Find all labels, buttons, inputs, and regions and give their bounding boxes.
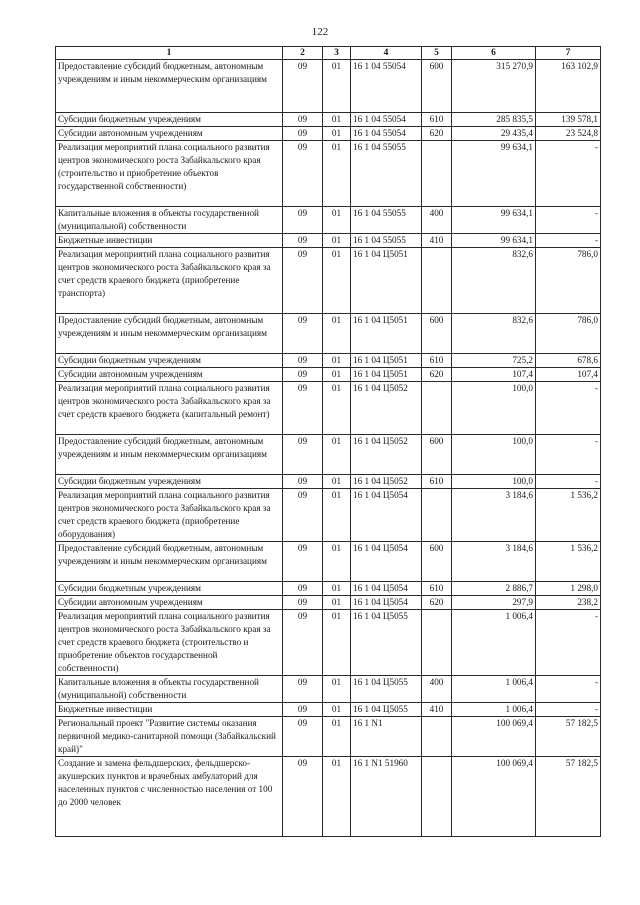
cell-name: Создание и замена фельдшерских, фельдшерско-акушерских пунктов и врачебных амбулаторий для населенных пунктов с численностью населения от 100 до 2000 человек [56, 757, 283, 837]
cell-target-code: 16 1 04 Ц5055 [351, 610, 422, 676]
cell-expense-type: 410 [422, 703, 452, 717]
cell-target-code: 16 1 04 55055 [351, 234, 422, 248]
cell-section: 09 [283, 248, 323, 314]
cell-amount-1: 100 069,4 [452, 717, 536, 757]
cell-expense-type: 610 [422, 113, 452, 127]
cell-amount-2: 1 536,2 [536, 542, 601, 582]
header-col-5: 5 [422, 47, 452, 60]
cell-amount-2: - [536, 610, 601, 676]
cell-subsection: 01 [323, 248, 351, 314]
cell-target-code: 16 1 04 Ц5052 [351, 435, 422, 475]
cell-expense-type: 620 [422, 368, 452, 382]
cell-subsection: 01 [323, 60, 351, 113]
header-row [56, 47, 601, 60]
cell-section: 09 [283, 207, 323, 234]
cell-amount-1: 3 184,6 [452, 489, 536, 542]
cell-amount-2: - [536, 207, 601, 234]
cell-name: Субсидии автономным учреждениям [56, 127, 283, 141]
cell-target-code: 16 1 04 Ц5055 [351, 676, 422, 703]
cell-amount-2: 57 182,5 [536, 717, 601, 757]
cell-amount-1: 100,0 [452, 475, 536, 489]
table-row [56, 141, 601, 207]
cell-expense-type: 620 [422, 596, 452, 610]
cell-name: Бюджетные инвестиции [56, 703, 283, 717]
cell-section: 09 [283, 382, 323, 435]
cell-expense-type: 400 [422, 676, 452, 703]
cell-section: 09 [283, 113, 323, 127]
cell-expense-type [422, 141, 452, 207]
cell-amount-1: 3 184,6 [452, 542, 536, 582]
cell-amount-1: 107,4 [452, 368, 536, 382]
cell-amount-2: - [536, 475, 601, 489]
table-row [56, 127, 601, 141]
cell-name: Капитальные вложения в объекты государственной (муниципальной) собственности [56, 207, 283, 234]
cell-name: Субсидии бюджетным учреждениям [56, 475, 283, 489]
cell-subsection: 01 [323, 475, 351, 489]
cell-name: Реализация мероприятий плана социального развития центров экономического роста Забайкальского края за счет средств краевого бюджета (приобретение транспорта) [56, 248, 283, 314]
cell-target-code: 16 1 04 Ц5054 [351, 596, 422, 610]
table-row [56, 207, 601, 234]
table-row [56, 489, 601, 542]
cell-amount-1: 99 634,1 [452, 234, 536, 248]
cell-amount-2: 23 524,8 [536, 127, 601, 141]
cell-target-code: 16 1 04 Ц5054 [351, 542, 422, 582]
cell-name: Бюджетные инвестиции [56, 234, 283, 248]
table-row [56, 757, 601, 837]
table-row [56, 582, 601, 596]
cell-amount-1: 1 006,4 [452, 676, 536, 703]
table-row [56, 676, 601, 703]
cell-target-code: 16 1 04 55055 [351, 141, 422, 207]
cell-expense-type: 400 [422, 207, 452, 234]
cell-name: Предоставление субсидий бюджетным, автономным учреждениям и иным некоммерческим организациям [56, 542, 283, 582]
cell-subsection: 01 [323, 757, 351, 837]
cell-subsection: 01 [323, 127, 351, 141]
header-col-2: 2 [283, 47, 323, 60]
cell-target-code: 16 1 N1 51960 [351, 757, 422, 837]
cell-name: Предоставление субсидий бюджетным, автономным учреждениям и иным некоммерческим организациям [56, 314, 283, 354]
budget-table [55, 46, 601, 837]
cell-section: 09 [283, 596, 323, 610]
cell-target-code: 16 1 N1 [351, 717, 422, 757]
cell-subsection: 01 [323, 435, 351, 475]
cell-target-code: 16 1 04 Ц5051 [351, 314, 422, 354]
cell-amount-2: - [536, 703, 601, 717]
table-row [56, 354, 601, 368]
cell-expense-type [422, 757, 452, 837]
table-row [56, 248, 601, 314]
cell-section: 09 [283, 234, 323, 248]
table-row [56, 475, 601, 489]
cell-expense-type: 410 [422, 234, 452, 248]
cell-subsection: 01 [323, 113, 351, 127]
cell-target-code: 16 1 04 Ц5054 [351, 489, 422, 542]
cell-name: Реализация мероприятий плана социального развития центров экономического роста Забайкальского края (строительство и приобретение объектов государственной собственности) [56, 141, 283, 207]
cell-subsection: 01 [323, 141, 351, 207]
cell-target-code: 16 1 04 Ц5052 [351, 382, 422, 435]
table-row [56, 703, 601, 717]
table-row [56, 542, 601, 582]
cell-amount-2: 678,6 [536, 354, 601, 368]
cell-target-code: 16 1 04 55054 [351, 113, 422, 127]
cell-amount-1: 832,6 [452, 314, 536, 354]
table-row [56, 314, 601, 354]
cell-target-code: 16 1 04 Ц5051 [351, 368, 422, 382]
table-row [56, 113, 601, 127]
cell-amount-2: - [536, 435, 601, 475]
table-row [56, 435, 601, 475]
table-row [56, 596, 601, 610]
cell-subsection: 01 [323, 717, 351, 757]
cell-target-code: 16 1 04 Ц5054 [351, 582, 422, 596]
cell-amount-1: 100 069,4 [452, 757, 536, 837]
table-body [56, 60, 601, 837]
cell-subsection: 01 [323, 703, 351, 717]
cell-name: Реализация мероприятий плана социального развития центров экономического роста Забайкальского края за счет средств краевого бюджета (приобретение оборудования) [56, 489, 283, 542]
cell-expense-type [422, 717, 452, 757]
cell-target-code: 16 1 04 55054 [351, 60, 422, 113]
cell-subsection: 01 [323, 314, 351, 354]
cell-subsection: 01 [323, 354, 351, 368]
cell-amount-1: 1 006,4 [452, 610, 536, 676]
cell-section: 09 [283, 60, 323, 113]
cell-name: Реализация мероприятий плана социального развития центров экономического роста Забайкальского края за счет средств краевого бюджета (капитальный ремонт) [56, 382, 283, 435]
cell-amount-2: 786,0 [536, 314, 601, 354]
cell-name: Субсидии автономным учреждениям [56, 368, 283, 382]
table-row [56, 717, 601, 757]
cell-amount-2: 238,2 [536, 596, 601, 610]
cell-section: 09 [283, 127, 323, 141]
cell-name: Субсидии бюджетным учреждениям [56, 582, 283, 596]
cell-name: Реализация мероприятий плана социального развития центров экономического роста Забайкальского края за счет средств краевого бюджета (строительство и приобретение объектов государственной собственности) [56, 610, 283, 676]
cell-subsection: 01 [323, 582, 351, 596]
header-col-6: 6 [452, 47, 536, 60]
cell-amount-1: 297,9 [452, 596, 536, 610]
cell-target-code: 16 1 04 55054 [351, 127, 422, 141]
cell-amount-1: 99 634,1 [452, 207, 536, 234]
cell-expense-type: 600 [422, 435, 452, 475]
cell-section: 09 [283, 610, 323, 676]
cell-amount-2: 1 536,2 [536, 489, 601, 542]
cell-target-code: 16 1 04 Ц5055 [351, 703, 422, 717]
cell-name: Субсидии бюджетным учреждениям [56, 354, 283, 368]
cell-amount-1: 315 270,9 [452, 60, 536, 113]
cell-name: Предоставление субсидий бюджетным, автономным учреждениям и иным некоммерческим организациям [56, 435, 283, 475]
cell-section: 09 [283, 676, 323, 703]
table-row [56, 368, 601, 382]
cell-amount-1: 99 634,1 [452, 141, 536, 207]
cell-expense-type: 610 [422, 582, 452, 596]
cell-subsection: 01 [323, 368, 351, 382]
cell-name: Субсидии бюджетным учреждениям [56, 113, 283, 127]
cell-expense-type: 600 [422, 542, 452, 582]
cell-amount-2: - [536, 382, 601, 435]
cell-subsection: 01 [323, 382, 351, 435]
cell-subsection: 01 [323, 542, 351, 582]
cell-section: 09 [283, 354, 323, 368]
cell-amount-1: 2 886,7 [452, 582, 536, 596]
cell-section: 09 [283, 489, 323, 542]
cell-section: 09 [283, 757, 323, 837]
cell-section: 09 [283, 582, 323, 596]
cell-amount-2: 139 578,1 [536, 113, 601, 127]
cell-subsection: 01 [323, 207, 351, 234]
cell-amount-1: 1 006,4 [452, 703, 536, 717]
cell-section: 09 [283, 435, 323, 475]
cell-name: Субсидии автономным учреждениям [56, 596, 283, 610]
cell-section: 09 [283, 717, 323, 757]
page-number: 122 [311, 26, 329, 38]
cell-expense-type: 620 [422, 127, 452, 141]
cell-section: 09 [283, 475, 323, 489]
cell-expense-type: 600 [422, 60, 452, 113]
cell-subsection: 01 [323, 234, 351, 248]
cell-amount-2: 57 182,5 [536, 757, 601, 837]
cell-amount-2: 786,0 [536, 248, 601, 314]
header-col-3: 3 [323, 47, 351, 60]
cell-amount-1: 100,0 [452, 382, 536, 435]
cell-name: Капитальные вложения в объекты государственной (муниципальной) собственности [56, 676, 283, 703]
cell-name: Предоставление субсидий бюджетным, автономным учреждениям и иным некоммерческим организациям [56, 60, 283, 113]
cell-amount-2: - [536, 141, 601, 207]
cell-amount-2: - [536, 676, 601, 703]
cell-section: 09 [283, 703, 323, 717]
cell-expense-type: 610 [422, 354, 452, 368]
cell-subsection: 01 [323, 489, 351, 542]
cell-amount-1: 29 435,4 [452, 127, 536, 141]
cell-target-code: 16 1 04 Ц5052 [351, 475, 422, 489]
cell-expense-type [422, 382, 452, 435]
cell-subsection: 01 [323, 676, 351, 703]
cell-expense-type: 610 [422, 475, 452, 489]
cell-subsection: 01 [323, 596, 351, 610]
cell-section: 09 [283, 141, 323, 207]
cell-amount-2: 107,4 [536, 368, 601, 382]
table-row [56, 60, 601, 113]
header-col-4: 4 [351, 47, 422, 60]
table-row [56, 382, 601, 435]
cell-amount-1: 100,0 [452, 435, 536, 475]
cell-expense-type [422, 610, 452, 676]
cell-amount-2: 163 102,9 [536, 60, 601, 113]
cell-amount-2: - [536, 234, 601, 248]
cell-amount-1: 725,2 [452, 354, 536, 368]
table-row [56, 234, 601, 248]
cell-amount-1: 832,6 [452, 248, 536, 314]
cell-target-code: 16 1 04 Ц5051 [351, 354, 422, 368]
cell-amount-2: 1 298,0 [536, 582, 601, 596]
cell-amount-1: 285 835,5 [452, 113, 536, 127]
cell-subsection: 01 [323, 610, 351, 676]
cell-expense-type [422, 248, 452, 314]
cell-section: 09 [283, 314, 323, 354]
header-col-1: 1 [56, 47, 283, 60]
cell-expense-type [422, 489, 452, 542]
cell-name: Региональный проект "Развитие системы оказания первичной медико-санитарной помощи (Забайкальский край)" [56, 717, 283, 757]
cell-target-code: 16 1 04 55055 [351, 207, 422, 234]
cell-expense-type: 600 [422, 314, 452, 354]
header-col-7: 7 [536, 47, 601, 60]
cell-section: 09 [283, 542, 323, 582]
cell-section: 09 [283, 368, 323, 382]
cell-target-code: 16 1 04 Ц5051 [351, 248, 422, 314]
table-row [56, 610, 601, 676]
